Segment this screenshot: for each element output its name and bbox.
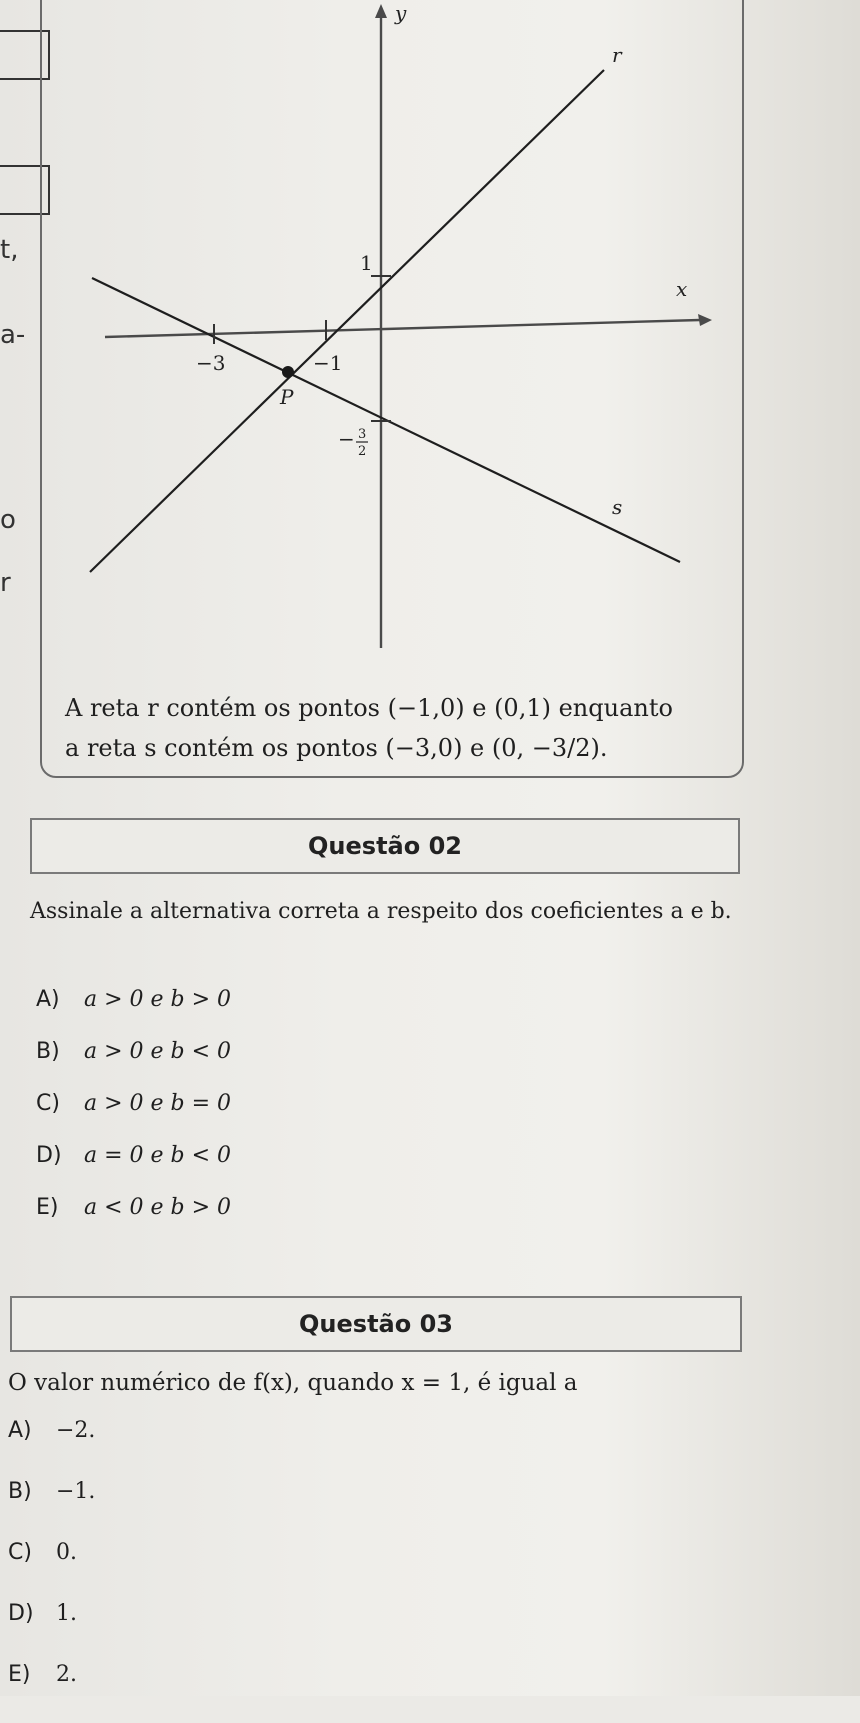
option-text: 2. — [56, 1662, 77, 1687]
x-axis-arrow — [698, 314, 712, 326]
question-02-option-c[interactable] — [36, 1091, 231, 1143]
question-03-option-d[interactable] — [8, 1601, 95, 1662]
question-02-header: Questão 02 — [30, 818, 740, 874]
caption-line-1: A reta r contém os pontos (−1,0) e (0,1) enquanto — [65, 694, 673, 722]
question-02-statement: Assinale a alternativa correta a respeito dos coeficientes a e b. — [30, 899, 732, 924]
question-02-option-b[interactable] — [36, 1039, 231, 1091]
x-axis-label: x — [676, 277, 688, 301]
question-03-option-b[interactable] — [8, 1479, 95, 1540]
tick-label-y-neg-num: 3 — [358, 427, 367, 442]
margin-fragment-o: o — [0, 505, 16, 535]
line-r-label: r — [612, 43, 622, 67]
question-02-options — [36, 987, 231, 1247]
question-03-header: Questão 03 — [10, 1296, 742, 1352]
tick-label-neg3: −3 — [196, 351, 226, 375]
option-text: a > 0 e b > 0 — [84, 987, 232, 1012]
option-letter: D) — [36, 1143, 62, 1168]
line-s-label: s — [612, 495, 623, 519]
margin-fragment-a: a- — [0, 320, 26, 350]
question-03-statement: O valor numérico de f(x), quando x = 1, é igual a — [8, 1370, 578, 1396]
tick-label-y-neg-den: 2 — [358, 444, 367, 459]
option-letter: C) — [8, 1540, 32, 1565]
option-text: a < 0 e b > 0 — [84, 1195, 232, 1220]
option-letter: D) — [8, 1601, 34, 1626]
option-letter: A) — [8, 1418, 32, 1443]
option-letter: E) — [8, 1662, 31, 1687]
option-letter: A) — [36, 987, 60, 1012]
figure-caption — [65, 688, 755, 768]
question-02-option-d[interactable] — [36, 1143, 231, 1195]
margin-fragment-t: t, — [0, 235, 19, 265]
y-axis-label: y — [395, 1, 407, 25]
tick-label-y-neg-sign: − — [338, 427, 355, 451]
point-p — [282, 366, 294, 378]
coordinate-graph — [0, 0, 860, 690]
option-text: 1. — [56, 1601, 77, 1626]
question-02-option-e[interactable] — [36, 1195, 231, 1247]
question-03-options — [8, 1418, 95, 1723]
caption-line-2: a reta s contém os pontos (−3,0) e (0, −3/2). — [65, 734, 608, 762]
option-letter: E) — [36, 1195, 59, 1220]
option-letter: B) — [36, 1039, 60, 1064]
option-letter: C) — [36, 1091, 60, 1116]
option-text: a > 0 e b < 0 — [84, 1039, 232, 1064]
y-axis-arrow — [375, 4, 387, 18]
question-02-option-a[interactable] — [36, 987, 231, 1039]
option-text: a > 0 e b = 0 — [84, 1091, 232, 1116]
question-03-option-e[interactable] — [8, 1662, 95, 1723]
line-r — [90, 70, 604, 572]
option-text: −1. — [56, 1479, 96, 1504]
question-03-option-c[interactable] — [8, 1540, 95, 1601]
option-text: −2. — [56, 1418, 96, 1443]
tick-label-y1: 1 — [360, 251, 373, 275]
margin-fragment-r: r — [0, 568, 11, 598]
option-letter: B) — [8, 1479, 32, 1504]
option-text: a = 0 e b < 0 — [84, 1143, 232, 1168]
option-text: 0. — [56, 1540, 77, 1565]
question-03-option-a[interactable] — [8, 1418, 95, 1479]
tick-label-neg1: −1 — [313, 351, 343, 375]
point-p-label: P — [280, 385, 294, 409]
